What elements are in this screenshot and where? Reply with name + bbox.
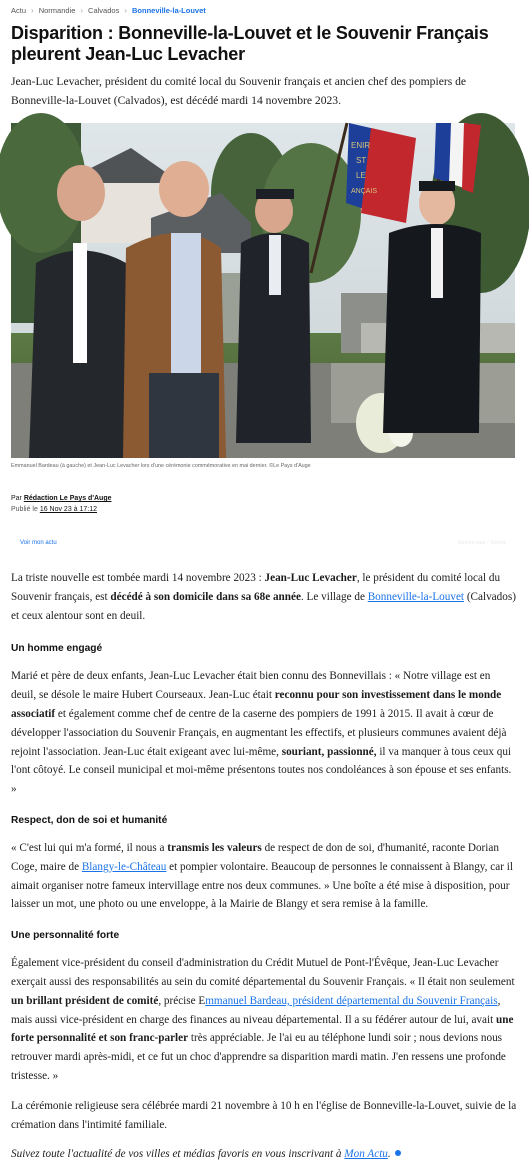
share-ghost-text: Suivez-moi / Suivre: [458, 540, 506, 546]
flag-text-3: LE: [356, 171, 366, 180]
paragraph-5: La cérémonie religieuse sera célébrée mardi 21 novembre à 10 h en l'église de Bonneville-la-Louvet, suivie de la crémation dans l'intimité familiale.: [11, 1099, 517, 1131]
author-line: [11, 493, 518, 504]
mon-actu-link[interactable]: Mon Actu: [344, 1148, 388, 1161]
author-link[interactable]: Rédaction Le Pays d'Auge: [23, 495, 112, 502]
chevron-right-icon: ›: [31, 5, 34, 15]
paragraph-3: « C'est lui qui m'a formé, il nous a transmis les valeurs de respect de don de soi, d'humanité, raconte Dorian Coge, maire de Blangy-le-Château et pompier volontaire. Beaucoup de personnes le connaissent à Blangy, car il aimait organiser notre fameux intervillage entre nos deux communes. » Une boîte a été mise à disposition, pour laisser un mot, une photo ou une enveloppe, à la Mairie de Blangy et sera remise à la famille.: [11, 841, 513, 911]
subheading-homme-engage: Un homme engagé: [11, 643, 103, 655]
breadcrumb-item-bonneville[interactable]: › Bonneville-la-Louvet: [124, 5, 206, 15]
chevron-right-icon: ›: [80, 5, 84, 15]
article-figure: [11, 123, 518, 470]
flag-text-2: ST: [356, 156, 367, 165]
photo-illustration: [11, 123, 515, 458]
bardeau-link[interactable]: mmanuel Bardeau, président départemental du Souvenir Français: [205, 994, 498, 1007]
breadcrumb-item-actu[interactable]: Actu: [11, 5, 27, 15]
blangy-link[interactable]: Blangy-le-Château: [81, 860, 167, 873]
notification-dot-icon: [395, 1150, 401, 1156]
breadcrumb: [11, 0, 518, 20]
article-photo: [11, 123, 515, 458]
paragraph-4: Également vice-président du conseil d'administration du Crédit Mutuel de Pont-l'Évêque, Jean-Luc Levacher exerçait aussi des responsabilités au sein du comité départemental du Souvenir Français. « Il était non seulement un brillant président de comité, précise Emmanuel Bardeau, président départemental du Souvenir Français, mais aussi vice-président en charge des finances au niveau départemental. Il a su fédérer autour de lui, avait une forte personnalité et son franc-parler très appréciable. Je l'ai eu au téléphone lundi soir ; nous devions nous retrouver mardi après-midi, et ce fut un choc d'apprendre sa disparition mardi matin. J'en ressens une profonde tristesse. »: [11, 957, 515, 1082]
bonneville-link[interactable]: Bonneville-la-Louvet: [367, 590, 465, 603]
paragraph-1: La triste nouvelle est tombée mardi 14 novembre 2023 : Jean-Luc Levacher, le président du comité local du Souvenir français, est décédé à son domicile dans sa 68e année. Le village de Bonneville-la-Louvet (Calvados) et ceux alentour sont en deuil.: [11, 572, 516, 622]
article-title: Disparition : Bonneville-la-Louvet et le Souvenir Français pleurent Jean-Luc Levacher: [11, 23, 489, 64]
published-line: [11, 504, 518, 515]
breadcrumb-item-normandie[interactable]: › Normandie: [31, 5, 76, 15]
breadcrumb-item-calvados[interactable]: › Calvados: [80, 5, 120, 15]
subheading-personnalite: Une personnalité forte: [11, 930, 120, 942]
follow-my-actu-link[interactable]: Voir mon actu: [20, 540, 57, 546]
mon-actu-cta: Suivez toute l'actualité de vos villes et médias favoris en vous inscrivant à Mon Actu.: [11, 1145, 518, 1164]
published-date: 16 Nov 23 à 17:12: [39, 506, 98, 513]
follow-row: [11, 536, 518, 550]
flag-text-1: ENIR: [351, 141, 371, 150]
author-prefix: Par: [11, 495, 22, 502]
published-prefix: Publié le: [11, 506, 38, 513]
flag-text-4: ANÇAIS: [351, 188, 378, 195]
article-lead: Jean-Luc Levacher, président du comité local du Souvenir français et ancien chef des pompiers de Bonneville-la-Louvet (Calvados), est décédé mardi 14 novembre 2023.: [11, 75, 467, 107]
subheading-respect: Respect, don de soi et humanité: [11, 814, 168, 826]
byline: [11, 493, 518, 515]
photo-caption: Emmanuel Bardeau (à gauche) et Jean-Luc Levacher lors d'une cérémonie commémorative en mai dernier. ©Le Pays d'Auge: [11, 463, 311, 469]
chevron-right-icon: ›: [124, 5, 127, 15]
paragraph-2: Marié et père de deux enfants, Jean-Luc Levacher était bien connu des Bonnevillais : « Notre village est en deuil, se désole le maire Hubert Courseaux. Jean-Luc était reconnu pour son investissement dans le monde associatif et également comme chef de centre de la caserne des pompiers de 1991 à 2015. Il avait à cœur de développer l'association du Souvenir Français, en augmentant les effectifs, et plusieurs communes avaient déjà rejoint l'association. Jean-Luc était exigeant avec lui-même, souriant, passionné, il va manquer à tous ceux qui l'ont côtoyé. Le conseil municipal et moi-même présentons toutes nos condoléances à son épouse et ses enfants. »: [11, 670, 512, 796]
